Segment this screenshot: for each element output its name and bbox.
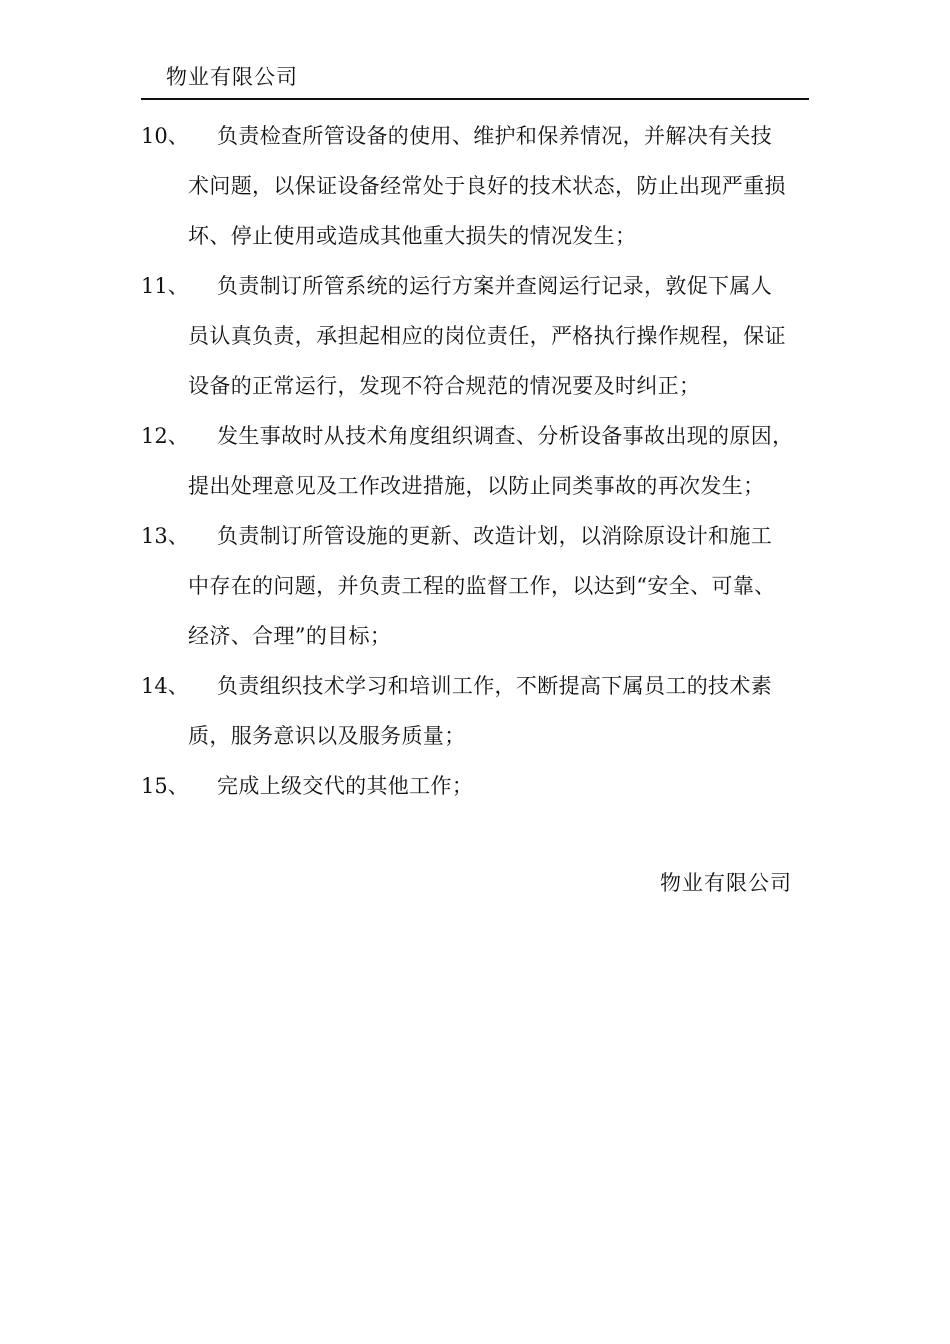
- item-text: [188, 411, 808, 511]
- item-line: 坏、停止使用或造成其他重大损失的情况发生；: [188, 224, 637, 248]
- item-line: 经济、合理”的目标；: [188, 624, 392, 648]
- item-line: 负责检查所管设备的使用、维护和保养情况，并解决有关技: [217, 124, 773, 148]
- footer-company-name: 物业有限公司: [660, 871, 792, 895]
- item-line: 负责制订所管设施的更新、改造计划，以消除原设计和施工: [217, 524, 773, 548]
- header-divider: [141, 98, 809, 100]
- item-number: 11、: [141, 274, 189, 298]
- item-text: [188, 761, 808, 811]
- item-line: 质，服务意识以及服务质量；: [188, 724, 466, 748]
- item-number: 10、: [141, 124, 189, 148]
- item-line: 完成上级交代的其他工作；: [217, 774, 474, 798]
- item-number: 14、: [141, 674, 189, 698]
- item-number: 15、: [141, 774, 189, 798]
- item-line: 术问题，以保证设备经常处于良好的技术状态，防止出现严重损: [188, 174, 786, 198]
- item-number: 13、: [141, 524, 189, 548]
- item-line: 设备的正常运行，发现不符合规范的情况要及时纠正；: [188, 374, 701, 398]
- item-line: 发生事故时从技术角度组织调查、分析设备事故出现的原因，: [217, 424, 794, 448]
- item-line: 负责组织技术学习和培训工作，不断提高下属员工的技术素: [217, 674, 773, 698]
- item-number: 12、: [141, 424, 189, 448]
- item-line: 中存在的问题，并负责工程的监督工作，以达到“安全、可靠、: [188, 574, 776, 598]
- item-line: 负责制订所管系统的运行方案并查阅运行记录，敦促下属人: [217, 274, 773, 298]
- item-text: [188, 661, 808, 761]
- item-text: [188, 511, 808, 661]
- item-line: 提出处理意见及工作改进措施，以防止同类事故的再次发生；: [188, 474, 765, 498]
- item-text: [188, 261, 808, 411]
- item-text: [188, 111, 808, 261]
- item-line: 员认真负责，承担起相应的岗位责任，严格执行操作规程，保证: [188, 324, 786, 348]
- header-company-name: 物业有限公司: [166, 65, 298, 89]
